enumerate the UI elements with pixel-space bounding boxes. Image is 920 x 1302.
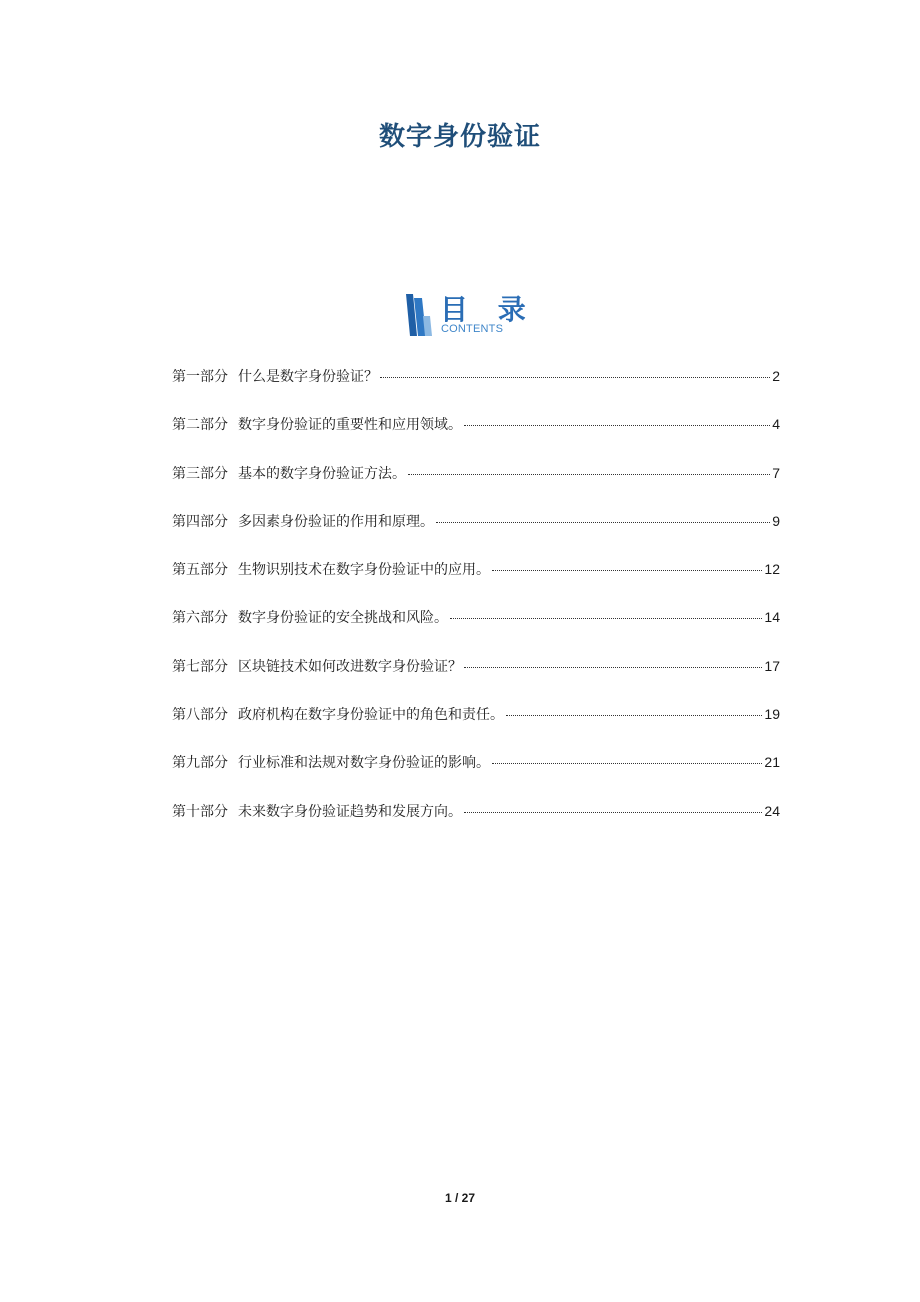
toc-entry-part: 第一部分 bbox=[172, 369, 228, 385]
toc-entry-page: 19 bbox=[764, 706, 780, 723]
toc-entry-title: 行业标准和法规对数字身份验证的影响。 bbox=[238, 755, 490, 772]
toc-heading-title: 目 录 bbox=[440, 293, 536, 326]
toc-entry[interactable] bbox=[172, 704, 780, 752]
toc-entry-title: 什么是数字身份验证？ bbox=[238, 369, 378, 385]
toc-dot-leader bbox=[506, 715, 762, 716]
toc-dot-leader bbox=[380, 377, 770, 378]
toc-entry-part: 第六部分 bbox=[172, 610, 228, 627]
toc-entry-title: 数字身份验证的安全挑战和风险。 bbox=[238, 610, 448, 627]
toc-dot-leader bbox=[436, 522, 770, 523]
toc-heading-subtitle: CONTENTS bbox=[441, 323, 504, 335]
toc-entry-page: 17 bbox=[764, 657, 780, 674]
toc-entry-page: 4 bbox=[772, 416, 780, 433]
toc-entry-part: 第八部分 bbox=[172, 707, 228, 724]
toc-entry-title: 区块链技术如何改进数字身份验证？ bbox=[238, 658, 462, 675]
toc-entry-part: 第七部分 bbox=[172, 658, 228, 675]
toc-entry[interactable] bbox=[172, 559, 780, 607]
toc-entry-page: 7 bbox=[772, 464, 780, 481]
toc-entry-page: 21 bbox=[764, 754, 780, 771]
toc-entry-title: 多因素身份验证的作用和原理。 bbox=[238, 513, 434, 530]
toc-entry[interactable] bbox=[172, 656, 780, 704]
toc-entry-part: 第四部分 bbox=[172, 513, 228, 530]
toc-dot-leader bbox=[492, 570, 762, 571]
toc-entry-part: 第十部分 bbox=[172, 803, 228, 820]
toc-dot-leader bbox=[464, 812, 762, 813]
toc-entry[interactable] bbox=[172, 607, 780, 655]
toc-entry-page: 2 bbox=[772, 368, 780, 384]
toc-entry[interactable] bbox=[172, 511, 780, 559]
toc-entry-title: 数字身份验证的重要性和应用领域。 bbox=[238, 417, 462, 434]
toc-dot-leader bbox=[408, 474, 770, 475]
toc-entry-page: 12 bbox=[764, 561, 780, 578]
toc-entry[interactable] bbox=[172, 752, 780, 800]
toc-dot-leader bbox=[450, 618, 762, 619]
toc-entry-title: 未来数字身份验证趋势和发展方向。 bbox=[238, 803, 462, 820]
toc-entry[interactable] bbox=[172, 414, 780, 462]
toc-logo-icon bbox=[406, 294, 432, 336]
toc-dot-leader bbox=[464, 425, 770, 426]
toc-entry-title: 基本的数字身份验证方法。 bbox=[238, 465, 406, 482]
toc-entry-title: 政府机构在数字身份验证中的角色和责任。 bbox=[238, 707, 504, 724]
toc-entry[interactable] bbox=[172, 366, 780, 414]
toc-entry-page: 9 bbox=[772, 512, 780, 529]
toc-entry-part: 第三部分 bbox=[172, 465, 228, 482]
document-title: 数字身份验证 bbox=[378, 122, 541, 152]
toc-entry-page: 24 bbox=[764, 802, 780, 819]
toc-entry[interactable] bbox=[172, 801, 780, 849]
toc-entry-part: 第五部分 bbox=[172, 562, 228, 579]
toc-list bbox=[172, 366, 780, 849]
toc-entry-part: 第九部分 bbox=[172, 755, 228, 772]
toc-heading bbox=[406, 292, 536, 340]
toc-dot-leader bbox=[492, 763, 762, 764]
page-number-indicator: 1 / 27 bbox=[444, 1191, 476, 1205]
toc-entry-title: 生物识别技术在数字身份验证中的应用。 bbox=[238, 562, 490, 579]
toc-entry-part: 第二部分 bbox=[172, 417, 228, 434]
toc-dot-leader bbox=[464, 667, 762, 668]
toc-entry-page: 14 bbox=[764, 609, 780, 626]
toc-entry[interactable] bbox=[172, 463, 780, 511]
